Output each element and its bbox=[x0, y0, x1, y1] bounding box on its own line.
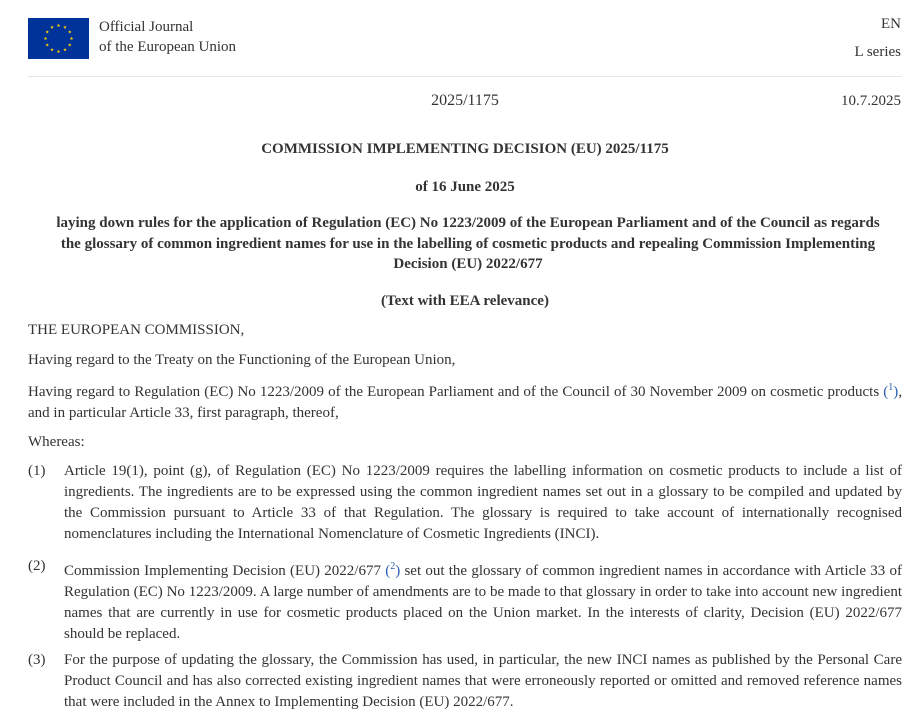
recital-number: (2) bbox=[28, 558, 46, 574]
recital-text-rest: set out the glossary of common ingredient names in accordance with Article 33 of Regulation (EC) No 1223/2009. A large number of amendments are to be made to that glossary in order to take into account new ingredient names that are currently in use for cosmetic products placed on the Union market. In the interests of clarity, Decision (EU) 2022/677 should be replaced. bbox=[64, 563, 902, 642]
commission-line: THE EUROPEAN COMMISSION, bbox=[28, 322, 245, 338]
publication-date: 10.7.2025 bbox=[841, 93, 901, 109]
eu-flag-icon bbox=[28, 18, 89, 59]
act-subject: laying down rules for the application of Regulation (EC) No 1223/2009 of the European Parliament and of the Council as regards the glossary of common ingredient names for use in the labelling of cosmetic products and repealing Commission Implementing Decision (EU) 2022/677 bbox=[56, 215, 880, 272]
recital bbox=[28, 461, 902, 545]
recital bbox=[28, 556, 902, 645]
series-label: L series bbox=[854, 44, 901, 60]
act-date: of 16 June 2025 bbox=[415, 179, 515, 195]
eea-relevance: (Text with EEA relevance) bbox=[381, 293, 549, 309]
footnote-link-1[interactable]: ($^1$) bbox=[883, 382, 899, 400]
footnote-link-2[interactable]: ($^2$) bbox=[385, 561, 401, 579]
regulation-citation-text: Having regard to Regulation (EC) No 1223/2009 of the European Parliament and of the Council of 30 November 2009 on cosmetic products bbox=[28, 384, 884, 400]
footnote-number: 1 bbox=[888, 382, 894, 393]
language-code: EN bbox=[881, 16, 901, 32]
footnote-number: 2 bbox=[390, 561, 396, 572]
recital-text: For the purpose of updating the glossary, the Commission has used, in particular, the new INCI names as published by the Personal Care Product Council and has also corrected existing ingredient names that were erroneously reported or omitted and removed reference names that were included in the Annex to Implementing Decision (EU) 2022/677. bbox=[64, 652, 902, 710]
journal-title bbox=[99, 17, 236, 57]
whereas-label: Whereas: bbox=[28, 434, 85, 450]
recital-text-start: Commission Implementing Decision (EU) 2022/677 bbox=[64, 563, 386, 579]
journal-title-line1: Official Journal bbox=[99, 19, 194, 35]
recital-number: (3) bbox=[28, 652, 46, 668]
regulation-citation-rest: , and in particular Article 33, first paragraph, thereof, bbox=[28, 384, 902, 421]
recital bbox=[28, 650, 902, 713]
treaty-citation: Having regard to the Treaty on the Functioning of the European Union, bbox=[28, 352, 456, 368]
recital-text: Article 19(1), point (g), of Regulation (EC) No 1223/2009 requires the labelling information on cosmetic products to include a list of ingredients. The ingredients are to be expressed using the common ingredient names set out in a glossary to be compiled and updated by the Commission pursuant to Article 33 of that Regulation. The glossary is required to take account of internationally recognised nomenclatures including the International Nomenclature of Cosmetic Ingredients (INCI). bbox=[64, 463, 902, 542]
recital-number: (1) bbox=[28, 463, 46, 479]
recital-text bbox=[64, 556, 902, 645]
act-title: COMMISSION IMPLEMENTING DECISION (EU) 2025/1175 bbox=[261, 141, 669, 157]
journal-header bbox=[0, 0, 916, 76]
document-number: 2025/1175 bbox=[431, 92, 499, 109]
regulation-citation bbox=[28, 377, 902, 424]
journal-title-line2: of the European Union bbox=[99, 39, 237, 55]
header-divider bbox=[28, 76, 902, 77]
